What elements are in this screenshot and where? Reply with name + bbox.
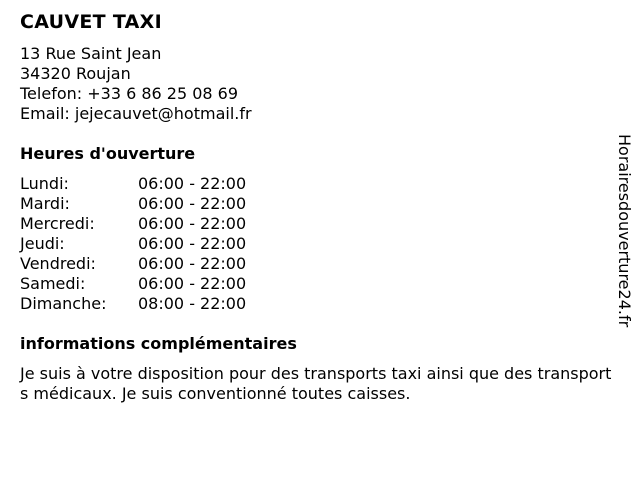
site-watermark: Horairesdouverture24.fr (615, 134, 634, 328)
time-range: 06:00 - 22:00 (138, 194, 247, 213)
business-name: CAUVET TAXI (20, 11, 162, 33)
day-label: Mercredi: (20, 214, 95, 233)
postal-city: 34320 Roujan (20, 64, 131, 83)
time-range: 06:00 - 22:00 (138, 254, 247, 273)
info-description: Je suis à votre disposition pour des transports taxi ainsi que des transports médicaux. Je suis conventionné toutes caisses. (20, 364, 612, 403)
hours-row (20, 294, 246, 314)
day-label: Vendredi: (20, 254, 96, 273)
hours-row (20, 194, 246, 214)
day-label: Dimanche: (20, 294, 107, 313)
day-label: Lundi: (20, 174, 69, 193)
day-label: Samedi: (20, 274, 86, 293)
email-address: Email: jejecauvet@hotmail.fr (20, 104, 252, 123)
phone-number: Telefon: +33 6 86 25 08 69 (20, 84, 239, 103)
time-range: 06:00 - 22:00 (138, 274, 247, 293)
opening-hours-table (20, 174, 246, 314)
hours-row (20, 234, 246, 254)
time-range: 08:00 - 22:00 (138, 294, 247, 313)
hours-row (20, 214, 246, 234)
day-label: Mardi: (20, 194, 70, 213)
business-card (20, 10, 612, 404)
hours-row (20, 254, 246, 274)
time-range: 06:00 - 22:00 (138, 174, 247, 193)
address-block (20, 44, 600, 124)
day-label: Jeudi: (20, 234, 65, 253)
hours-row (20, 274, 246, 294)
hours-heading: Heures d'ouverture (20, 144, 196, 163)
street-address: 13 Rue Saint Jean (20, 44, 162, 63)
hours-row (20, 174, 246, 194)
time-range: 06:00 - 22:00 (138, 234, 247, 253)
time-range: 06:00 - 22:00 (138, 214, 247, 233)
info-heading: informations complémentaires (20, 334, 297, 353)
